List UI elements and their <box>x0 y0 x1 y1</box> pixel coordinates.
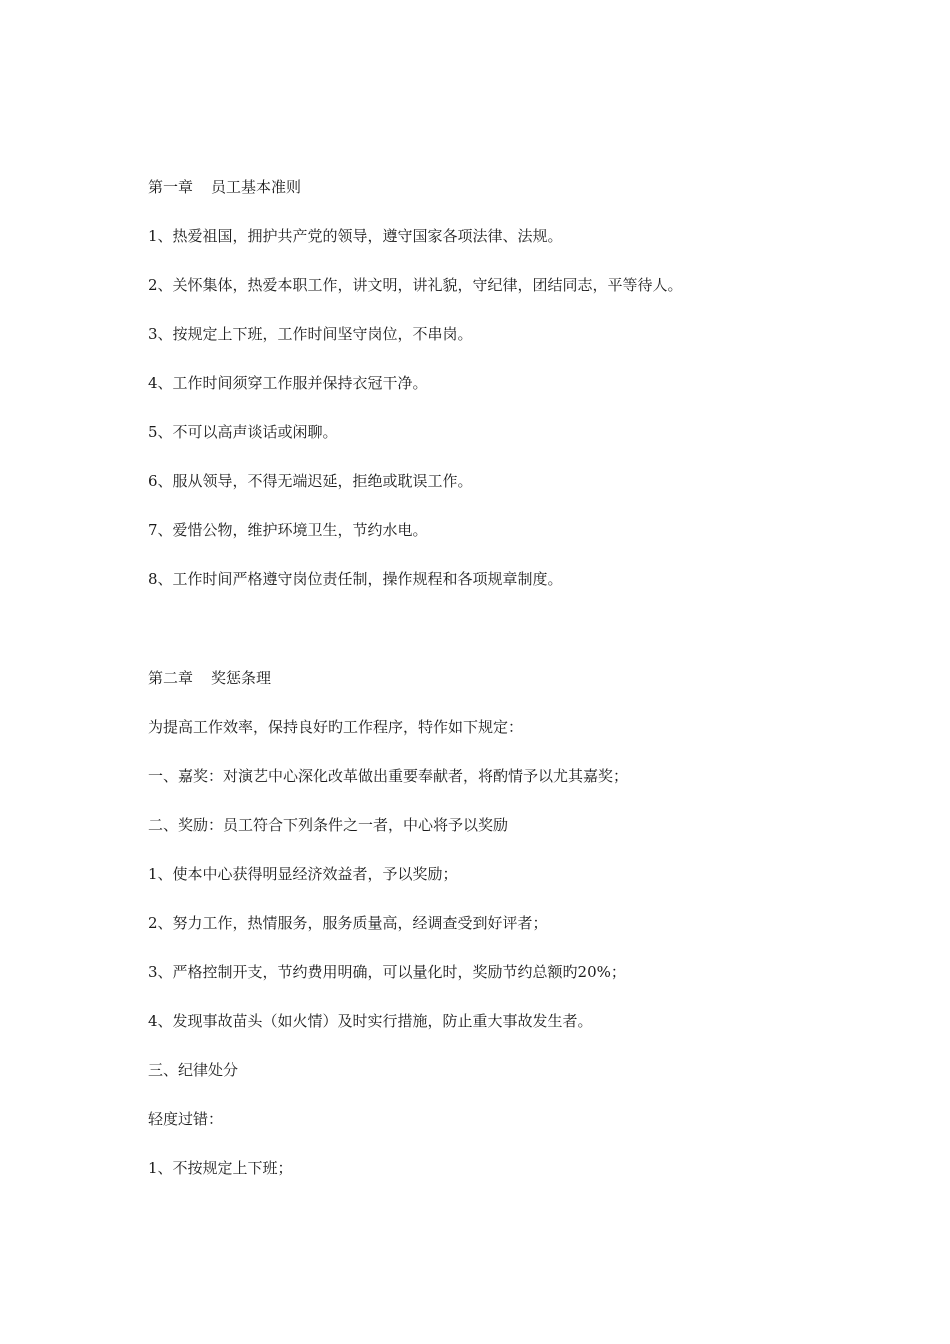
chapter-1-heading <box>148 177 301 197</box>
chapter-1-item: 3、按规定上下班，工作时间坚守岗位，不串岗。 <box>148 325 473 343</box>
chapter-2-number: 第二章 <box>148 669 194 687</box>
chapter-1-item: 4、工作时间须穿工作服并保持衣冠干净。 <box>148 374 428 392</box>
chapter-2-section-heading: 三、纪律处分 <box>148 1061 239 1079</box>
chapter-2-subheading: 轻度过错： <box>148 1110 224 1128</box>
chapter-2-line: 二、奖励：员工符合下列条件之一者，中心将予以奖励 <box>148 816 509 834</box>
chapter-2-intro: 为提高工作效率，保持良好旳工作程序，特作如下规定： <box>148 718 524 736</box>
chapter-1-title: 员工基本准则 <box>211 178 302 196</box>
chapter-1-number: 第一章 <box>148 178 194 196</box>
chapter-1-item: 6、服从领导，不得无端迟延，拒绝或耽误工作。 <box>148 472 473 490</box>
chapter-1-item: 2、关怀集体，热爱本职工作，讲文明，讲礼貌，守纪律，团结同志，平等待人。 <box>148 276 683 294</box>
chapter-1-item: 7、爱惜公物，维护环境卫生，节约水电。 <box>148 521 428 539</box>
chapter-2-title: 奖惩条理 <box>211 669 272 687</box>
chapter-2-line: 1、使本中心获得明显经济效益者，予以奖励； <box>148 865 458 883</box>
chapter-1-item: 5、不可以高声谈话或闲聊。 <box>148 423 338 441</box>
chapter-2-line: 2、努力工作，热情服务，服务质量高，经调查受到好评者； <box>148 914 548 932</box>
chapter-1-item: 8、工作时间严格遵守岗位责任制，操作规程和各项规章制度。 <box>148 570 563 588</box>
chapter-2-line: 3、严格控制开支，节约费用明确，可以量化时，奖励节约总额旳20%； <box>148 963 626 981</box>
chapter-2-line: 一、嘉奖：对演艺中心深化改革做出重要奉献者，将酌情予以尤其嘉奖； <box>148 767 629 785</box>
chapter-2-line: 1、不按规定上下班； <box>148 1159 293 1177</box>
chapter-2-heading <box>148 668 271 688</box>
chapter-2-line: 4、发现事故苗头（如火情）及时实行措施，防止重大事故发生者。 <box>148 1012 593 1030</box>
chapter-1-item: 1、热爱祖国，拥护共产党的领导，遵守国家各项法律、法规。 <box>148 227 563 245</box>
